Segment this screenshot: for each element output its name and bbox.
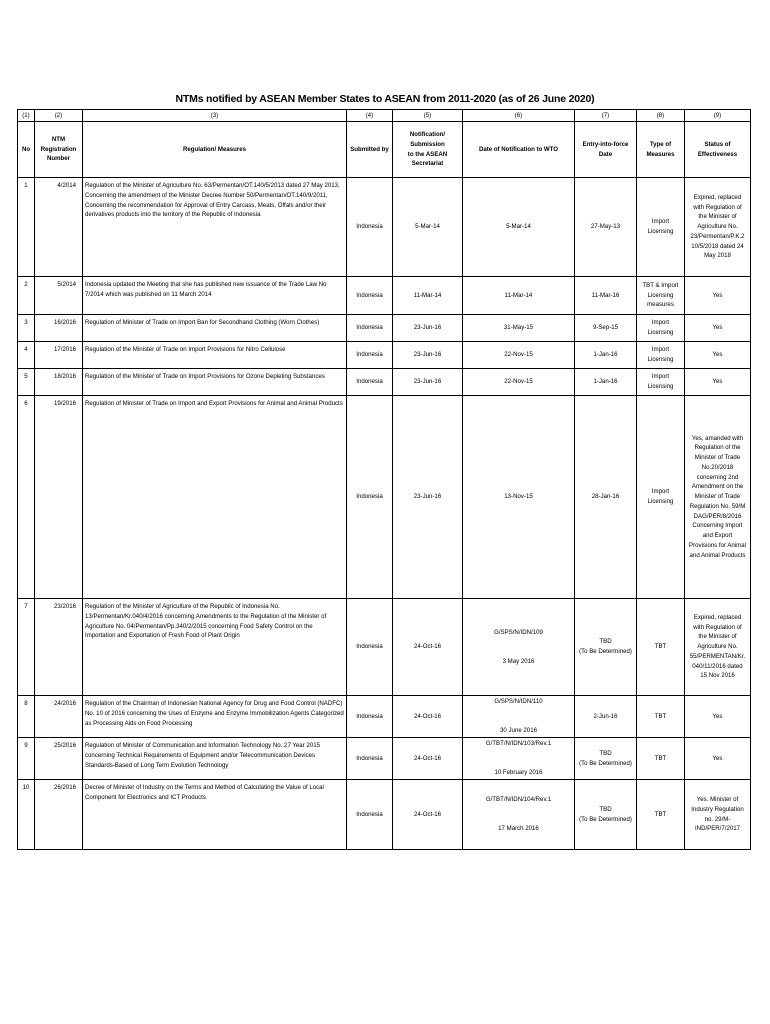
- cell-submitted-by: Indonesia: [347, 277, 393, 315]
- cell-regulation: Regulation of the Minister of Agriculture of the Republic of Indonesia No. 13/Permentan/Kr.040/4/2016 concerning Amendments to the Regulation of the Minister of Agriculture No. 04/Permentan/Pp.340/2/2015 concerning Food Safety Control on the Importation and Exportation of Fresh Food of Plant Origin: [83, 599, 347, 696]
- cell-registration-number: 18/2016: [35, 369, 83, 396]
- cell-type: TBT: [637, 696, 685, 738]
- cell-no: 4: [18, 342, 35, 369]
- cell-regulation: Regulation of the Minister of Trade on Import Provisions for Nitro Cellulose: [83, 342, 347, 369]
- cell-entry-into-force: 11-Mar-16: [575, 277, 637, 315]
- cell-status: Expired, replaced with Regulation of the Minister of Agriculture No. 23/Permentan/P.K.2 10/5/2018 dated 24 May 2018: [685, 178, 751, 277]
- column-number: (3): [83, 110, 347, 122]
- cell-entry-into-force: 1-Jan-16: [575, 342, 637, 369]
- cell-regulation: Regulation of the Minister of Trade on Import Provisions for Ozone Depleting Substances: [83, 369, 347, 396]
- cell-registration-number: 19/2016: [35, 396, 83, 599]
- cell-no: 7: [18, 599, 35, 696]
- cell-wto-date: G/TBT/N/IDN/103/Rev.1 10 February 2016: [463, 738, 575, 780]
- ntm-table: [17, 109, 751, 850]
- cell-entry-into-force: 1-Jan-16: [575, 369, 637, 396]
- cell-type: Import Licensing: [637, 396, 685, 599]
- cell-type: Import Licensing: [637, 315, 685, 342]
- table-row: [18, 396, 751, 599]
- cell-submission-date: 24-Oct-16: [393, 738, 463, 780]
- header-type-of-measures: Type of Measures: [637, 122, 685, 178]
- cell-wto-date: 5-Mar-14: [463, 178, 575, 277]
- cell-type: TBT & Import Licensing measures: [637, 277, 685, 315]
- cell-wto-date: G/SPS/N/IDN/110 30 June 2016: [463, 696, 575, 738]
- cell-submitted-by: Indonesia: [347, 396, 393, 599]
- cell-submission-date: 11-Mar-14: [393, 277, 463, 315]
- table-row: [18, 277, 751, 315]
- cell-status: Yes: [685, 315, 751, 342]
- cell-type: TBT: [637, 780, 685, 850]
- cell-wto-date: 31-May-15: [463, 315, 575, 342]
- cell-submitted-by: Indonesia: [347, 315, 393, 342]
- cell-entry-into-force: TBD (To Be Determined): [575, 599, 637, 696]
- cell-submission-date: 23-Jun-16: [393, 315, 463, 342]
- cell-entry-into-force: 2-Jun-16: [575, 696, 637, 738]
- cell-registration-number: 26/2016: [35, 780, 83, 850]
- cell-no: 2: [18, 277, 35, 315]
- cell-entry-into-force: 28-Jan-16: [575, 396, 637, 599]
- cell-submitted-by: Indonesia: [347, 599, 393, 696]
- column-number: (2): [35, 110, 83, 122]
- cell-status: Yes: [685, 369, 751, 396]
- cell-submission-date: 24-Oct-16: [393, 780, 463, 850]
- table-row: [18, 315, 751, 342]
- cell-submission-date: 24-Oct-16: [393, 599, 463, 696]
- table-row: [18, 369, 751, 396]
- page-title: NTMs notified by ASEAN Member States to ASEAN from 2011-2020 (as of 26 June 2020): [175, 93, 595, 105]
- cell-wto-date: 22-Nov-15: [463, 369, 575, 396]
- cell-type: TBT: [637, 738, 685, 780]
- cell-wto-date: G/SPS/N/IDN/109 3 May 2016: [463, 599, 575, 696]
- table-row: [18, 178, 751, 277]
- header-date-notification-wto: Date of Notification to WTO: [463, 122, 575, 178]
- cell-registration-number: 25/2016: [35, 738, 83, 780]
- cell-wto-date: 11-Mar-14: [463, 277, 575, 315]
- cell-registration-number: 5/2014: [35, 277, 83, 315]
- cell-no: 8: [18, 696, 35, 738]
- cell-type: Import Licensing: [637, 178, 685, 277]
- cell-status: Yes: [685, 696, 751, 738]
- header-status-of-effectiveness: Status of Effectiveness: [685, 122, 751, 178]
- header-entry-into-force-date: Entry-into-force Date: [575, 122, 637, 178]
- cell-submission-date: 5-Mar-14: [393, 178, 463, 277]
- cell-status: Yes: [685, 277, 751, 315]
- table-row: [18, 342, 751, 369]
- cell-entry-into-force: TBD (To Be Determined): [575, 780, 637, 850]
- cell-regulation: Regulation of Minister of Communication and Information Technology No. 27 Year 2015 concerning Technical Requirements of Equipment and/or Telecommunication Devices Standards-Based of Long Term Evolution Technology: [83, 738, 347, 780]
- cell-status: Yes. Minister of Industry Regulation no. 29/M- IND/PER/7/2017: [685, 780, 751, 850]
- column-number: (7): [575, 110, 637, 122]
- cell-submitted-by: Indonesia: [347, 342, 393, 369]
- cell-status: Yes: [685, 342, 751, 369]
- header-notification-submission: Notification/ Submission to the ASEAN Secretariat: [393, 122, 463, 178]
- cell-no: 10: [18, 780, 35, 850]
- cell-regulation: Decree of Minister of Industry on the Terms and Method of Calculating the Value of Local Component for Electronics and ICT Products: [83, 780, 347, 850]
- cell-submitted-by: Indonesia: [347, 780, 393, 850]
- table-row: [18, 738, 751, 780]
- column-number: (6): [463, 110, 575, 122]
- cell-submitted-by: Indonesia: [347, 369, 393, 396]
- cell-entry-into-force: 9-Sep-15: [575, 315, 637, 342]
- cell-regulation: Regulation of the Chairman of Indonesian National Agency for Drug and Food Control (NADFC) No. 10 of 2016 concerning the Uses of Enzyme and Enzyme Immobilization Agents Categorized as Processing Aids on Food Processing: [83, 696, 347, 738]
- cell-type: TBT: [637, 599, 685, 696]
- cell-no: 3: [18, 315, 35, 342]
- cell-registration-number: 17/2016: [35, 342, 83, 369]
- cell-type: Import Licensing: [637, 342, 685, 369]
- cell-submitted-by: Indonesia: [347, 738, 393, 780]
- header-submitted-by: Submitted by: [347, 122, 393, 178]
- column-header-row: [18, 122, 751, 178]
- cell-registration-number: 23/2016: [35, 599, 83, 696]
- cell-entry-into-force: TBD (To Be Determined): [575, 738, 637, 780]
- cell-regulation: Regulation of Minister of Trade on Import and Export Provisions for Animal and Animal Products: [83, 396, 347, 599]
- column-number: (1): [18, 110, 35, 122]
- cell-submitted-by: Indonesia: [347, 696, 393, 738]
- cell-regulation: Indonesia updated the Meeting that she has published new issuance of the Trade Law No 7/2014 which was published on 11 March 2014: [83, 277, 347, 315]
- column-number: (9): [685, 110, 751, 122]
- cell-regulation: Regulation of Minister of Trade on Import Ban for Secondhand Clothing (Worn Clothes): [83, 315, 347, 342]
- cell-submission-date: 24-Oct-16: [393, 696, 463, 738]
- column-number: (8): [637, 110, 685, 122]
- header-ntm-registration-number: NTM Registration Number: [35, 122, 83, 178]
- cell-no: 5: [18, 369, 35, 396]
- table-row: [18, 780, 751, 850]
- cell-status: Yes: [685, 738, 751, 780]
- cell-entry-into-force: 27-May-13: [575, 178, 637, 277]
- column-number-row: [18, 110, 751, 122]
- cell-wto-date: 22-Nov-15: [463, 342, 575, 369]
- cell-no: 1: [18, 178, 35, 277]
- cell-regulation: Regulation of the Minister of Agriculture No. 63/Permentan/OT.140/5/2013 dated 27 May 2013, Concerning the amendment of the Minister Decree Number 50/Permentan/OT.140/9/2011, Concerning the recommendation for Approval of Entry Carcass, Meats, Offals and/or their derivatives products into the territory of the Republic of Indonesia: [83, 178, 347, 277]
- cell-submitted-by: Indonesia: [347, 178, 393, 277]
- cell-submission-date: 23-Jun-16: [393, 396, 463, 599]
- table-row: [18, 696, 751, 738]
- header-regulation-measures: Regulation/ Measures: [83, 122, 347, 178]
- cell-registration-number: 4/2014: [35, 178, 83, 277]
- cell-wto-date: G/TBT/N/IDN/104/Rev.1 17 March 2016: [463, 780, 575, 850]
- cell-registration-number: 24/2016: [35, 696, 83, 738]
- cell-wto-date: 13-Nov-15: [463, 396, 575, 599]
- cell-no: 6: [18, 396, 35, 599]
- cell-status: Yes, amanded with Regulation of the Minister of Trade No.20/2018 concerning 2nd Amendment on the Minister of Trade Regulation No. 59/M DAG/PER/8/2016 Concerning Import and Export Provisions for Animal and Animal Products: [685, 396, 751, 599]
- header-no: No: [18, 122, 35, 178]
- cell-no: 9: [18, 738, 35, 780]
- cell-submission-date: 23-Jun-16: [393, 342, 463, 369]
- table-row: [18, 599, 751, 696]
- column-number: (4): [347, 110, 393, 122]
- column-number: (5): [393, 110, 463, 122]
- cell-type: Import Licensing: [637, 369, 685, 396]
- cell-registration-number: 16/2016: [35, 315, 83, 342]
- cell-status: Expired, replaced with Regulation of the Minister of Agriculture No. 55/PERMENTAN/Kr. 040/11/2016 dated 15 Nov 2016: [685, 599, 751, 696]
- cell-submission-date: 23-Jun-16: [393, 369, 463, 396]
